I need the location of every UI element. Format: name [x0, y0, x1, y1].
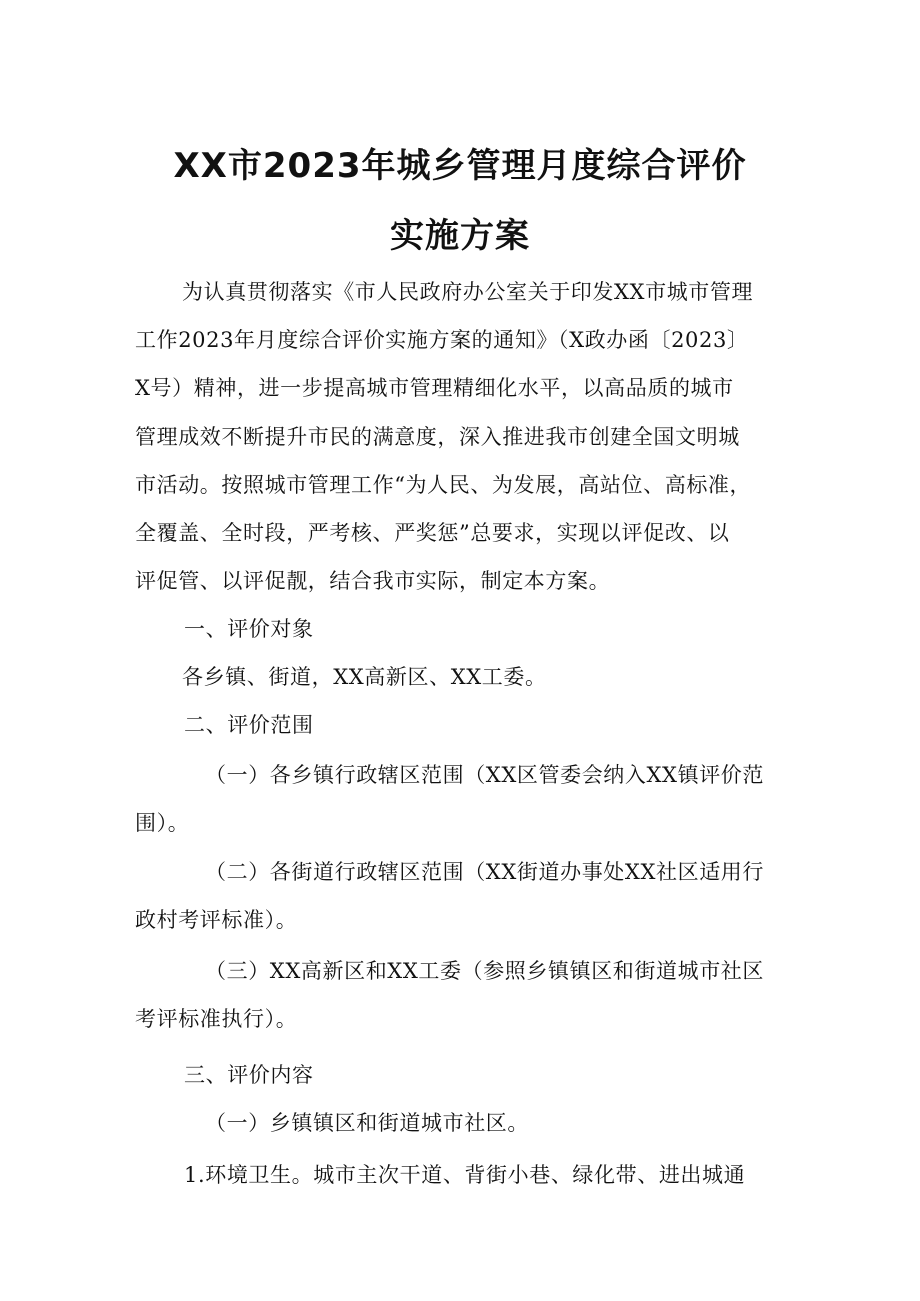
section-heading-3: 三、评价内容	[184, 1063, 314, 1087]
paragraph-intro-line: 为认真贯彻落实《市人民政府办公室关于印发XX市城市管理	[182, 280, 754, 304]
paragraph-intro-line: 评促管、以评促靓，结合我市实际，制定本方案。	[135, 569, 611, 593]
scope-item-3: （三）XX高新区和XX工委（参照乡镇镇区和街道城市社区	[205, 959, 764, 983]
document-title-line1: XX市2023年城乡管理月度综合评价	[173, 146, 747, 186]
section-1-body: 各乡镇、街道，XX高新区、XX工委。	[182, 665, 547, 689]
scope-item-3-cont: 考评标准执行）。	[135, 1007, 298, 1031]
scope-item-2: （二）各街道行政辖区范围（XX街道办事处XX社区适用行	[205, 860, 764, 884]
content-item-1: 1.环境卫生。城市主次干道、背街小巷、绿化带、进出城通	[184, 1163, 746, 1187]
scope-item-1: （一）各乡镇行政辖区范围（XX区管委会纳入XX镇评价范	[205, 763, 764, 787]
scope-item-1-cont: 围）。	[135, 811, 190, 835]
paragraph-intro-line: 管理成效不断提升市民的满意度，深入推进我市创建全国文明城	[135, 425, 740, 449]
paragraph-intro-line: 工作2023年月度综合评价实施方案的通知》（X政办函〔2023〕	[135, 328, 749, 352]
paragraph-intro-line: X号）精神，进一步提高城市管理精细化水平，以高品质的城市	[135, 376, 734, 400]
paragraph-intro-line: 市活动。按照城市管理工作“为人民、为发展，高站位、高标准，	[135, 473, 752, 497]
section-heading-1: 一、评价对象	[184, 617, 314, 641]
paragraph-intro-line: 全覆盖、全时段，严考核、严奖惩”总要求，实现以评促改、以	[135, 521, 730, 545]
content-subheading-1: （一）乡镇镇区和街道城市社区。	[205, 1111, 529, 1135]
document-title-line2: 实施方案	[390, 216, 530, 256]
scope-item-2-cont: 政村考评标准）。	[135, 908, 298, 932]
section-heading-2: 二、评价范围	[184, 713, 314, 737]
